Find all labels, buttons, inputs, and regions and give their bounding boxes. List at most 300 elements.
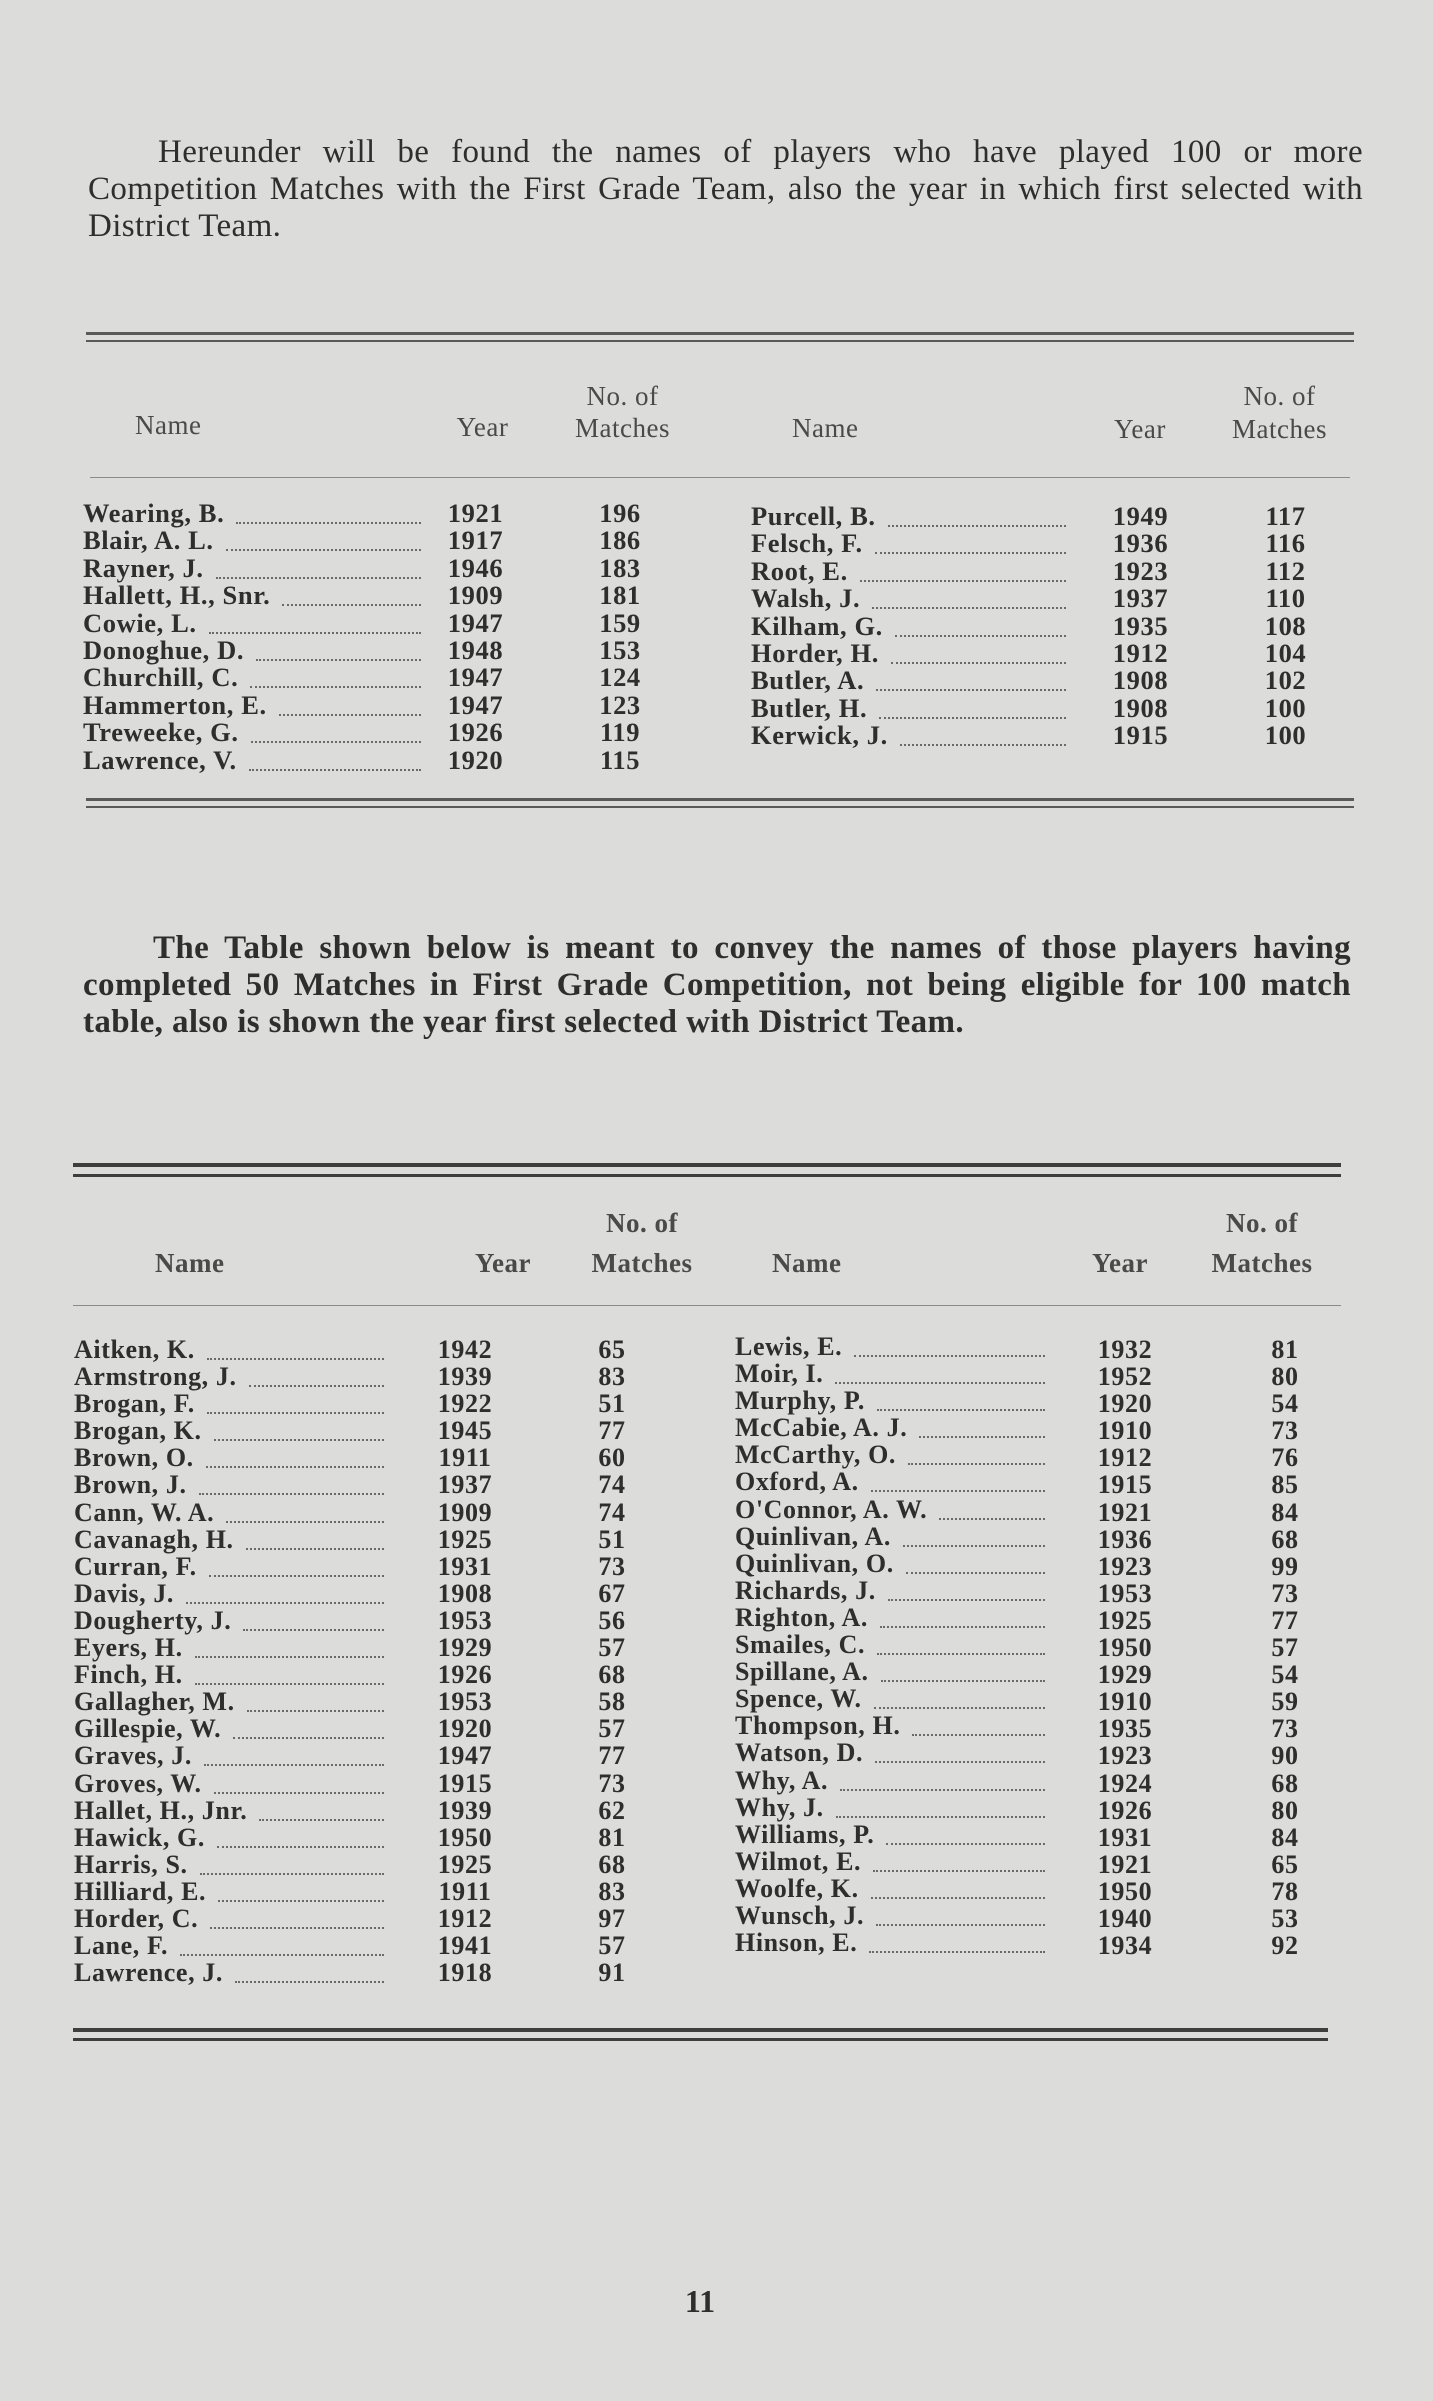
player-matches: 102 (1264, 665, 1307, 696)
player-matches: 58 (598, 1687, 626, 1717)
player-name: Graves, J. (74, 1741, 192, 1771)
dot-leader (836, 1800, 1045, 1818)
player-year: 1935 (1097, 1714, 1153, 1744)
player-year: 1912 (1097, 1443, 1153, 1473)
player-name-row (74, 1607, 394, 1634)
player-matches: 83 (598, 1876, 626, 1906)
dot-leader (204, 1748, 384, 1766)
names-column-left (83, 500, 431, 774)
player-year: 1918 (437, 1958, 493, 1988)
dot-leader (207, 1342, 384, 1360)
player-year: 1950 (1097, 1876, 1153, 1906)
dot-leader (195, 1640, 384, 1658)
player-year: 1924 (1097, 1768, 1153, 1798)
player-name: Watson, D. (735, 1738, 864, 1768)
player-year: 1921 (1097, 1497, 1153, 1527)
player-name: O'Connor, A. W. (735, 1494, 928, 1524)
player-matches: 90 (1271, 1741, 1299, 1771)
player-year: 1936 (1112, 528, 1169, 559)
player-name-row (74, 1851, 394, 1878)
table-bottom-rule (86, 798, 1354, 801)
player-name-row (74, 1634, 394, 1661)
player-matches: 77 (1271, 1605, 1299, 1635)
player-year: 1947 (447, 607, 504, 638)
player-year: 1952 (1097, 1362, 1153, 1392)
player-matches: 84 (1271, 1822, 1299, 1852)
dot-leader (207, 1396, 384, 1414)
player-name: Wilmot, E. (735, 1846, 862, 1876)
player-year: 1942 (437, 1335, 493, 1364)
player-name: Brown, J. (74, 1470, 187, 1500)
player-matches: 124 (599, 662, 641, 693)
player-name: Richards, J. (735, 1575, 876, 1605)
dot-leader (186, 1586, 384, 1604)
player-year: 1953 (1097, 1578, 1153, 1608)
player-name: Eyers, H. (74, 1633, 183, 1663)
year-column-right (1085, 1336, 1165, 1959)
player-year: 1936 (1097, 1524, 1153, 1554)
player-name-row (74, 1444, 394, 1471)
column-header-year: Year (475, 1248, 531, 1278)
player-name-row (74, 1499, 394, 1526)
player-name-row (74, 1797, 394, 1824)
player-name: Cowie, L. (83, 607, 197, 638)
player-matches: 54 (1271, 1389, 1299, 1419)
player-name-row (74, 1553, 394, 1580)
player-matches: 117 (1265, 501, 1306, 531)
player-matches: 99 (1271, 1551, 1299, 1581)
player-matches: 181 (599, 580, 641, 611)
table-top-rule (73, 1163, 1341, 1167)
dot-leader (877, 1637, 1045, 1655)
dot-leader (218, 1884, 384, 1902)
player-name-row (735, 1712, 1055, 1739)
table-top-rule (73, 1174, 1341, 1177)
column-header-year: Year (1092, 1248, 1148, 1278)
player-year: 1926 (1097, 1795, 1153, 1825)
player-matches: 73 (598, 1768, 626, 1798)
player-year: 1935 (1112, 610, 1169, 641)
dot-leader (250, 670, 421, 688)
player-name: Spence, W. (735, 1684, 862, 1714)
dot-leader (919, 1420, 1045, 1438)
player-name: Oxford, A. (735, 1467, 859, 1497)
player-name: Wunsch, J. (735, 1900, 865, 1930)
dot-leader (835, 1366, 1045, 1384)
player-year: 1923 (1097, 1551, 1153, 1581)
player-name: Cavanagh, H. (74, 1524, 234, 1554)
player-matches: 104 (1264, 637, 1307, 668)
player-name-row (74, 1715, 394, 1742)
player-name: McCabie, A. J. (735, 1413, 908, 1443)
player-name: Quinlivan, A. (735, 1521, 891, 1551)
player-name: Kerwick, J. (751, 720, 888, 751)
player-name: Brown, O. (74, 1443, 194, 1473)
year-column-left (438, 500, 513, 774)
player-matches: 97 (598, 1903, 626, 1933)
column-header-name: Name (135, 410, 202, 440)
dot-leader (200, 1857, 384, 1875)
dot-leader (872, 591, 1066, 609)
table-bottom-rule (86, 806, 1354, 808)
player-year: 1923 (1097, 1741, 1153, 1771)
player-matches: 56 (598, 1605, 626, 1635)
table-top-rule (86, 332, 1354, 335)
player-name-row (751, 585, 1076, 612)
player-name-row (83, 744, 431, 775)
player-name-row (735, 1414, 1055, 1441)
player-matches: 77 (598, 1416, 626, 1446)
player-name: Wearing, B. (83, 498, 225, 528)
player-year: 1925 (437, 1524, 493, 1554)
player-matches: 85 (1271, 1470, 1299, 1500)
player-year: 1937 (1112, 583, 1169, 614)
player-name-row (83, 582, 431, 609)
player-name: Williams, P. (735, 1819, 875, 1849)
player-year: 1940 (1097, 1903, 1153, 1933)
player-name: Harris, S. (74, 1849, 188, 1879)
player-name-row (74, 1661, 394, 1688)
player-year: 1929 (437, 1633, 493, 1663)
player-name: Woolfe, K. (735, 1873, 859, 1903)
player-name: Root, E. (751, 555, 848, 586)
player-year: 1948 (447, 634, 504, 665)
player-year: 1908 (437, 1578, 493, 1608)
player-name-row (735, 1496, 1055, 1523)
player-matches: 115 (599, 744, 641, 775)
player-name: Gillespie, W. (74, 1714, 222, 1744)
player-year: 1923 (1112, 555, 1169, 586)
player-name: McCarthy, O. (735, 1440, 897, 1470)
player-year: 1929 (1097, 1660, 1153, 1690)
player-matches: 65 (598, 1335, 626, 1364)
table-top-rule (86, 340, 1354, 342)
dot-leader (226, 1505, 384, 1523)
player-name-row (735, 1929, 1055, 1956)
dot-leader (214, 1776, 384, 1794)
matches-column-left (582, 1336, 642, 1986)
player-year: 1917 (447, 525, 504, 556)
player-name-row (74, 1959, 394, 1986)
player-matches: 81 (1271, 1335, 1299, 1364)
player-name-row (751, 667, 1076, 694)
player-year: 1910 (1097, 1416, 1153, 1446)
dot-leader (246, 1532, 384, 1550)
player-name: Hallet, H., Jnr. (74, 1795, 248, 1825)
player-matches: 74 (598, 1470, 626, 1500)
dot-leader (906, 1556, 1045, 1574)
second-paragraph-text: The Table shown below is meant to convey the names of those players having completed 50 Matches in First Grade Competition, not being eligible for 100 match table, also is shown the year first selected with District Team. (83, 930, 1351, 1040)
player-name-row (83, 552, 431, 583)
dot-leader (873, 1854, 1045, 1872)
player-year: 1932 (1097, 1335, 1153, 1364)
player-year: 1921 (447, 498, 504, 528)
player-name-row (74, 1471, 394, 1498)
player-name: Horder, H. (751, 637, 879, 668)
player-name-row (735, 1767, 1055, 1794)
player-matches: 73 (1271, 1714, 1299, 1744)
player-matches: 68 (1271, 1524, 1299, 1554)
dot-leader (854, 1339, 1045, 1357)
player-year: 1949 (1112, 501, 1169, 531)
player-year: 1947 (437, 1741, 493, 1771)
column-header-name: Name (772, 1248, 842, 1278)
player-name-row (735, 1604, 1055, 1631)
player-name-row (83, 719, 431, 746)
player-matches: 119 (599, 717, 641, 748)
player-matches: 68 (598, 1849, 626, 1879)
player-name-row (83, 689, 431, 720)
player-name-row (751, 503, 1076, 530)
player-matches: 60 (598, 1443, 626, 1473)
player-matches: 108 (1264, 610, 1307, 641)
player-name-row (74, 1878, 394, 1905)
player-name-row (74, 1390, 394, 1417)
player-matches: 54 (1271, 1660, 1299, 1690)
year-column-right (1103, 503, 1178, 750)
dot-leader (895, 619, 1066, 637)
player-name: Kilham, G. (751, 610, 883, 641)
player-matches: 196 (599, 498, 641, 528)
player-name-row (74, 1417, 394, 1444)
player-name: Lawrence, V. (83, 744, 237, 775)
player-matches: 81 (598, 1822, 626, 1852)
player-matches: 92 (1271, 1931, 1299, 1961)
second-paragraph (83, 930, 1351, 1041)
player-matches: 159 (599, 607, 641, 638)
player-name-row (735, 1658, 1055, 1685)
player-matches: 91 (598, 1958, 626, 1988)
player-name-row (735, 1387, 1055, 1414)
player-name: Hallett, H., Snr. (83, 580, 271, 611)
player-matches: 83 (598, 1362, 626, 1392)
dot-leader (226, 533, 421, 551)
player-matches: 123 (599, 689, 641, 720)
player-year: 1915 (1112, 720, 1169, 751)
player-year: 1911 (438, 1876, 492, 1906)
dot-leader (912, 1718, 1045, 1736)
player-name: Hammerton, E. (83, 689, 267, 720)
dot-leader (875, 536, 1066, 554)
dot-leader (908, 1447, 1045, 1465)
intro-paragraph (88, 134, 1363, 245)
player-name: Hinson, E. (735, 1928, 858, 1958)
dot-leader (891, 646, 1066, 664)
player-matches: 80 (1271, 1795, 1299, 1825)
player-matches: 84 (1271, 1497, 1299, 1527)
dot-leader (243, 1613, 384, 1631)
dot-leader (247, 1694, 384, 1712)
player-year: 1910 (1097, 1687, 1153, 1717)
player-name: Lane, F. (74, 1931, 169, 1961)
player-name-row (735, 1333, 1055, 1360)
dot-leader (900, 728, 1066, 746)
dot-leader (209, 616, 421, 634)
dot-leader (236, 506, 421, 524)
column-header-year: Year (456, 412, 509, 442)
player-name: Smailes, C. (735, 1630, 866, 1660)
player-name: Walsh, J. (751, 583, 861, 614)
player-matches: 68 (598, 1660, 626, 1690)
player-year: 1909 (447, 580, 504, 611)
dot-leader (874, 1691, 1045, 1709)
column-header-matches-line2: Matches (575, 413, 670, 443)
player-matches: 67 (598, 1578, 626, 1608)
player-matches: 65 (1271, 1849, 1299, 1879)
dot-leader (888, 509, 1066, 527)
dot-leader (876, 673, 1066, 691)
player-matches: 73 (598, 1551, 626, 1581)
player-name-row (735, 1875, 1055, 1902)
dot-leader (195, 1667, 384, 1685)
player-year: 1909 (437, 1497, 493, 1527)
column-header-matches-line1: No. of (586, 381, 659, 411)
dot-leader (217, 1830, 384, 1848)
dot-leader (903, 1529, 1045, 1547)
page-number: 11 (684, 2283, 716, 2319)
player-name-row (735, 1739, 1055, 1766)
player-name-row (751, 555, 1076, 586)
column-header-matches-line2: Matches (591, 1248, 693, 1278)
dot-leader (216, 561, 421, 579)
player-matches: 183 (599, 552, 641, 583)
player-year: 1953 (437, 1687, 493, 1717)
player-year: 1921 (1097, 1849, 1153, 1879)
player-name-row (735, 1631, 1055, 1658)
player-name: Butler, A. (751, 665, 865, 696)
dot-leader (180, 1938, 384, 1956)
matches-column-right (1255, 1336, 1315, 1959)
player-name-row (74, 1824, 394, 1851)
player-matches: 51 (598, 1389, 626, 1419)
dot-leader (876, 1908, 1045, 1926)
dot-leader (210, 1911, 384, 1929)
player-name-row (83, 527, 431, 554)
player-name-row (83, 634, 431, 665)
player-name-row (735, 1902, 1055, 1929)
player-name-row (735, 1441, 1055, 1468)
player-year: 1925 (437, 1849, 493, 1879)
dot-leader (259, 1803, 384, 1821)
player-year: 1912 (437, 1903, 493, 1933)
player-year: 1920 (437, 1714, 493, 1744)
player-name: Moir, I. (735, 1359, 824, 1389)
table-bottom-rule (73, 2028, 1328, 2032)
player-matches: 59 (1271, 1687, 1299, 1717)
player-name: Butler, H. (751, 692, 868, 723)
player-year: 1920 (447, 744, 504, 775)
player-matches: 73 (1271, 1416, 1299, 1446)
player-name: Curran, F. (74, 1551, 197, 1581)
player-name-row (735, 1848, 1055, 1875)
dot-leader (214, 1423, 384, 1441)
player-matches: 74 (598, 1497, 626, 1527)
player-year: 1908 (1112, 665, 1169, 696)
player-name-row (735, 1550, 1055, 1577)
player-name: Brogan, K. (74, 1416, 202, 1446)
player-matches: 57 (598, 1633, 626, 1663)
player-year: 1945 (437, 1416, 493, 1446)
player-name-row (751, 637, 1076, 668)
player-name: Thompson, H. (735, 1711, 901, 1741)
dot-leader (875, 1745, 1045, 1763)
player-matches: 77 (598, 1741, 626, 1771)
dot-leader (206, 1450, 384, 1468)
dot-leader (199, 1477, 384, 1495)
player-year: 1947 (447, 662, 504, 693)
player-matches: 110 (1265, 583, 1306, 614)
player-name-row (74, 1336, 394, 1363)
player-name: Brogan, F. (74, 1389, 195, 1419)
player-name-row (735, 1794, 1055, 1821)
player-year: 1920 (1097, 1389, 1153, 1419)
player-year: 1922 (437, 1389, 493, 1419)
player-year: 1939 (437, 1795, 493, 1825)
dot-leader (888, 1583, 1045, 1601)
dot-leader (939, 1502, 1045, 1520)
dot-leader (249, 753, 421, 771)
player-name: Donoghue, D. (83, 634, 245, 665)
player-name: Lawrence, J. (74, 1958, 223, 1988)
player-name-row (735, 1821, 1055, 1848)
player-year: 1937 (437, 1470, 493, 1500)
player-year: 1953 (437, 1605, 493, 1635)
player-name-row (74, 1905, 394, 1932)
player-name-row (74, 1770, 394, 1797)
player-name: Purcell, B. (751, 501, 876, 531)
player-year: 1931 (1097, 1822, 1153, 1852)
player-matches: 78 (1271, 1876, 1299, 1906)
dot-leader (871, 1474, 1045, 1492)
player-year: 1926 (447, 717, 504, 748)
player-matches: 153 (599, 634, 641, 665)
player-name-row (83, 607, 431, 638)
column-header-matches-line2: Matches (1232, 414, 1327, 444)
dot-leader (881, 1664, 1045, 1682)
player-matches: 68 (1271, 1768, 1299, 1798)
player-name-row (751, 530, 1076, 557)
player-name: Horder, C. (74, 1903, 199, 1933)
dot-leader (279, 698, 421, 716)
names-column-right (751, 503, 1076, 750)
player-name: Rayner, J. (83, 552, 204, 583)
player-name-row (74, 1580, 394, 1607)
player-year: 1947 (447, 689, 504, 720)
year-column-left (425, 1336, 505, 1986)
player-matches: 73 (1271, 1578, 1299, 1608)
player-matches: 51 (598, 1524, 626, 1554)
player-name-row (74, 1932, 394, 1959)
dot-leader (880, 1610, 1045, 1628)
player-name: Blair, A. L. (83, 525, 214, 556)
player-matches: 112 (1265, 555, 1306, 586)
player-year: 1934 (1097, 1931, 1153, 1961)
player-year: 1912 (1112, 637, 1169, 668)
player-year: 1915 (1097, 1470, 1153, 1500)
player-matches: 53 (1271, 1903, 1299, 1933)
player-matches: 100 (1264, 692, 1307, 723)
player-matches: 80 (1271, 1362, 1299, 1392)
header-rule (73, 1305, 1341, 1306)
player-name-row (751, 722, 1076, 749)
dot-leader (233, 1721, 384, 1739)
player-name-row (74, 1526, 394, 1553)
player-year: 1950 (437, 1822, 493, 1852)
player-year: 1911 (438, 1443, 492, 1473)
dot-leader (251, 725, 421, 743)
dot-leader (209, 1559, 384, 1577)
player-name-row (74, 1688, 394, 1715)
